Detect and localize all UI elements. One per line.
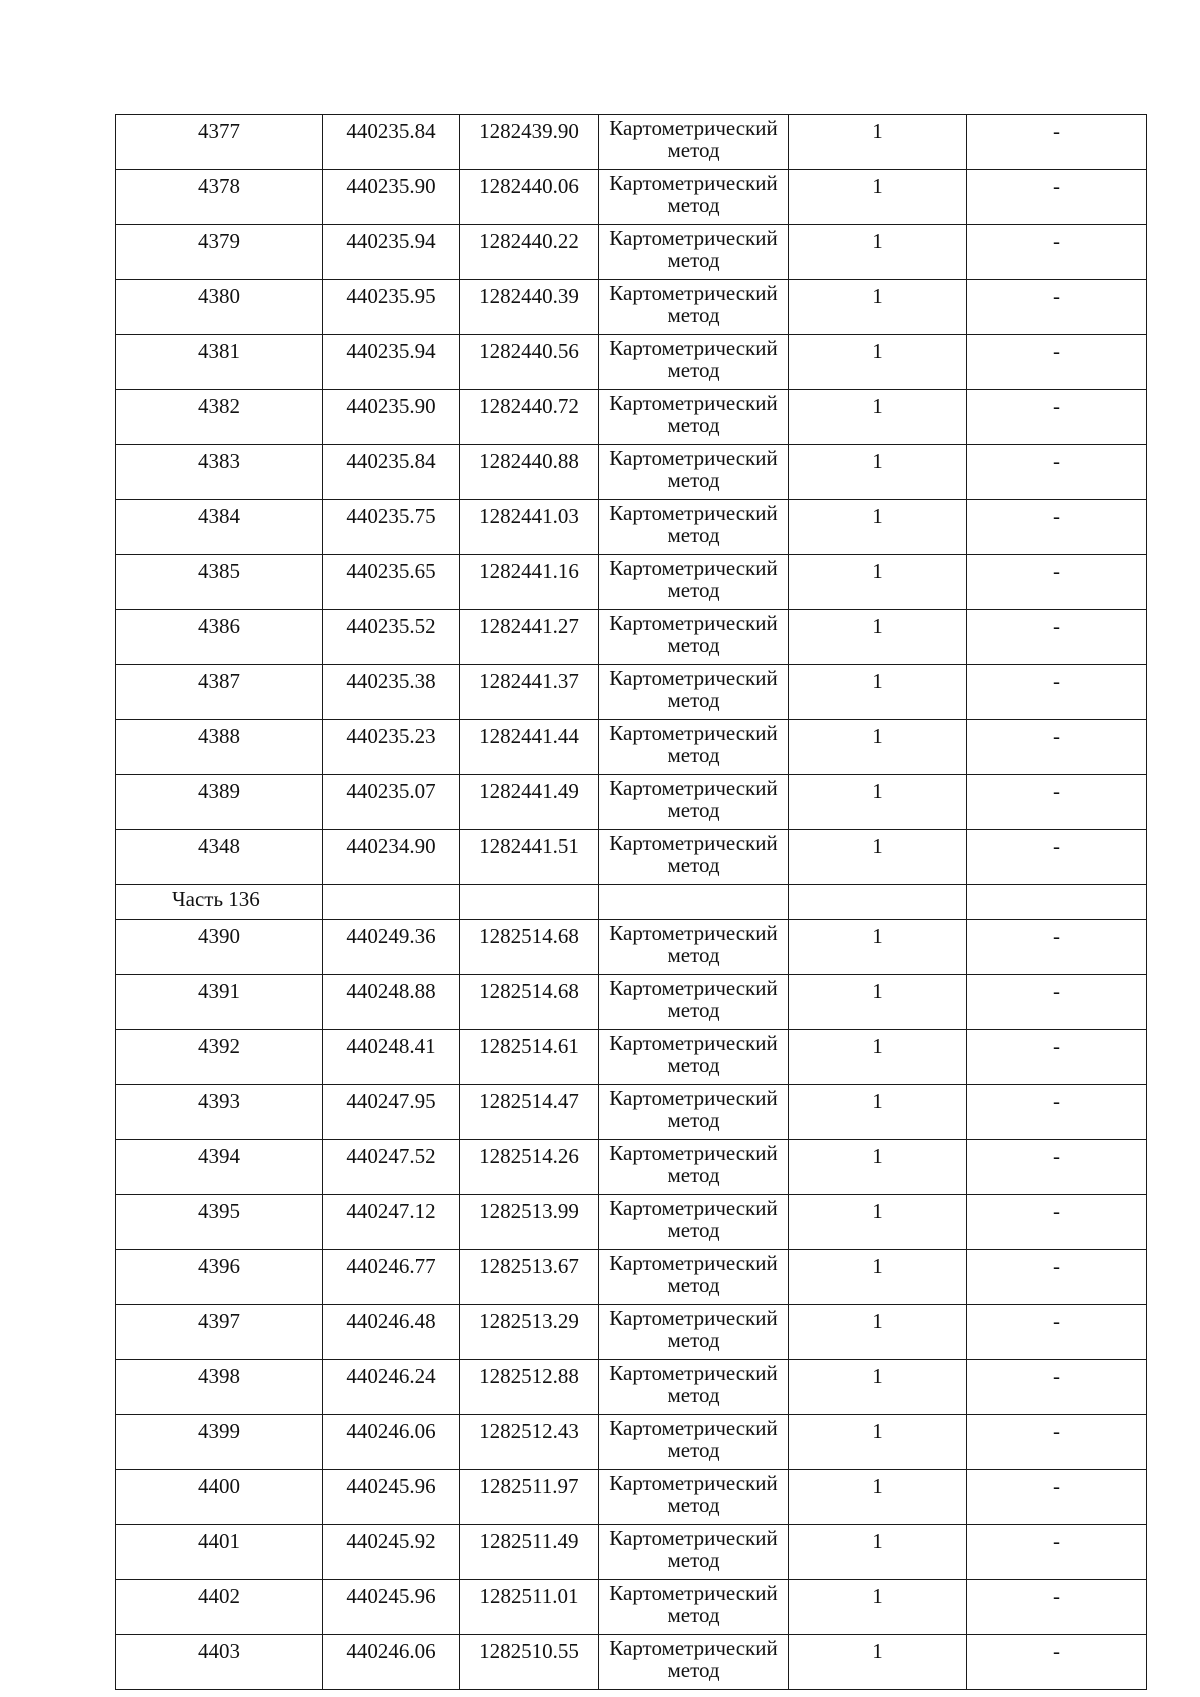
accuracy-cell: 1 bbox=[789, 830, 967, 885]
y-coordinate-cell: 1282513.29 bbox=[460, 1305, 599, 1360]
method-text: метод bbox=[667, 358, 720, 382]
method-cell bbox=[599, 975, 789, 1030]
method-text: Картометрический bbox=[609, 666, 778, 690]
x-coordinate-cell: 440248.41 bbox=[323, 1030, 460, 1085]
table-row bbox=[116, 610, 1147, 665]
y-coordinate-cell: 1282441.16 bbox=[460, 555, 599, 610]
y-coordinate-cell: 1282439.90 bbox=[460, 115, 599, 170]
table-row bbox=[116, 1470, 1147, 1525]
method-text: Картометрический bbox=[609, 556, 778, 580]
note-cell: - bbox=[967, 335, 1147, 390]
point-id-cell: 4394 bbox=[116, 1140, 323, 1195]
method-text: метод bbox=[667, 578, 720, 602]
method-text: Картометрический bbox=[609, 1251, 778, 1275]
note-cell: - bbox=[967, 1525, 1147, 1580]
method-text: Картометрический bbox=[609, 1086, 778, 1110]
method-cell bbox=[599, 280, 789, 335]
method-cell bbox=[599, 1030, 789, 1085]
note-cell: - bbox=[967, 920, 1147, 975]
x-coordinate-cell: 440235.07 bbox=[323, 775, 460, 830]
method-text: Картометрический bbox=[609, 1306, 778, 1330]
method-text: метод bbox=[667, 998, 720, 1022]
note-cell: - bbox=[967, 1305, 1147, 1360]
point-id-cell: 4348 bbox=[116, 830, 323, 885]
method-cell bbox=[599, 920, 789, 975]
method-cell bbox=[599, 335, 789, 390]
y-coordinate-cell: 1282514.26 bbox=[460, 1140, 599, 1195]
y-coordinate-cell: 1282440.56 bbox=[460, 335, 599, 390]
accuracy-cell: 1 bbox=[789, 555, 967, 610]
x-coordinate-cell: 440246.24 bbox=[323, 1360, 460, 1415]
accuracy-cell: 1 bbox=[789, 975, 967, 1030]
table-row bbox=[116, 335, 1147, 390]
point-id-cell: 4380 bbox=[116, 280, 323, 335]
table-row bbox=[116, 1085, 1147, 1140]
method-text: метод bbox=[667, 1328, 720, 1352]
method-cell bbox=[599, 775, 789, 830]
accuracy-cell: 1 bbox=[789, 1250, 967, 1305]
y-coordinate-cell: 1282511.97 bbox=[460, 1470, 599, 1525]
note-cell: - bbox=[967, 610, 1147, 665]
table-row bbox=[116, 500, 1147, 555]
y-coordinate-cell: 1282441.37 bbox=[460, 665, 599, 720]
method-text: метод bbox=[667, 138, 720, 162]
method-text: метод bbox=[667, 1548, 720, 1572]
accuracy-cell: 1 bbox=[789, 720, 967, 775]
coordinates-table bbox=[115, 114, 1147, 1690]
method-text: метод bbox=[667, 303, 720, 327]
note-cell: - bbox=[967, 445, 1147, 500]
point-id-cell: 4393 bbox=[116, 1085, 323, 1140]
point-id-cell: 4386 bbox=[116, 610, 323, 665]
y-coordinate-cell: 1282440.72 bbox=[460, 390, 599, 445]
method-text: метод bbox=[667, 1108, 720, 1132]
x-coordinate-cell: 440235.90 bbox=[323, 170, 460, 225]
method-cell bbox=[599, 665, 789, 720]
method-cell bbox=[599, 610, 789, 665]
y-coordinate-cell: 1282440.22 bbox=[460, 225, 599, 280]
method-cell bbox=[599, 1415, 789, 1470]
table-row bbox=[116, 665, 1147, 720]
method-text: Картометрический bbox=[609, 1196, 778, 1220]
method-text: Картометрический bbox=[609, 116, 778, 140]
y-coordinate-cell: 1282440.39 bbox=[460, 280, 599, 335]
table-row bbox=[116, 1635, 1147, 1690]
y-coordinate-cell: 1282510.55 bbox=[460, 1635, 599, 1690]
method-cell bbox=[599, 500, 789, 555]
method-text: метод bbox=[667, 1053, 720, 1077]
method-cell bbox=[599, 170, 789, 225]
accuracy-cell: 1 bbox=[789, 920, 967, 975]
table-row bbox=[116, 975, 1147, 1030]
table-row bbox=[116, 225, 1147, 280]
note-cell: - bbox=[967, 555, 1147, 610]
method-text: Картометрический bbox=[609, 1031, 778, 1055]
method-text: метод bbox=[667, 468, 720, 492]
note-cell: - bbox=[967, 1140, 1147, 1195]
table-row bbox=[116, 1305, 1147, 1360]
method-text: метод bbox=[667, 413, 720, 437]
method-text: Картометрический bbox=[609, 921, 778, 945]
method-cell bbox=[599, 830, 789, 885]
note-cell: - bbox=[967, 830, 1147, 885]
table-row bbox=[116, 1195, 1147, 1250]
method-cell bbox=[599, 390, 789, 445]
point-id-cell: 4395 bbox=[116, 1195, 323, 1250]
point-id-cell: 4403 bbox=[116, 1635, 323, 1690]
method-text: Картометрический bbox=[609, 501, 778, 525]
point-id-cell: 4392 bbox=[116, 1030, 323, 1085]
y-coordinate-cell: 1282440.06 bbox=[460, 170, 599, 225]
method-cell bbox=[599, 115, 789, 170]
method-text: Картометрический bbox=[609, 776, 778, 800]
x-coordinate-cell: 440235.65 bbox=[323, 555, 460, 610]
note-cell: - bbox=[967, 1085, 1147, 1140]
y-coordinate-cell: 1282441.03 bbox=[460, 500, 599, 555]
method-text: Картометрический bbox=[609, 1636, 778, 1660]
accuracy-cell: 1 bbox=[789, 280, 967, 335]
method-text: метод bbox=[667, 688, 720, 712]
note-cell: - bbox=[967, 280, 1147, 335]
note-cell: - bbox=[967, 115, 1147, 170]
method-text: Картометрический bbox=[609, 446, 778, 470]
point-id-cell: 4378 bbox=[116, 170, 323, 225]
point-id-cell: 4377 bbox=[116, 115, 323, 170]
note-cell: - bbox=[967, 390, 1147, 445]
table-row bbox=[116, 390, 1147, 445]
method-text: метод bbox=[667, 798, 720, 822]
table-row bbox=[116, 1525, 1147, 1580]
accuracy-cell: 1 bbox=[789, 1030, 967, 1085]
x-coordinate-cell: 440235.90 bbox=[323, 390, 460, 445]
coordinates-table-body bbox=[116, 115, 1147, 1690]
method-text: метод bbox=[667, 523, 720, 547]
method-text: Картометрический bbox=[609, 391, 778, 415]
x-coordinate-cell: 440235.84 bbox=[323, 115, 460, 170]
y-coordinate-cell: 1282513.67 bbox=[460, 1250, 599, 1305]
x-coordinate-cell: 440248.88 bbox=[323, 975, 460, 1030]
table-row bbox=[116, 1250, 1147, 1305]
x-coordinate-cell: 440235.23 bbox=[323, 720, 460, 775]
method-text: Картометрический bbox=[609, 721, 778, 745]
method-text: метод bbox=[667, 633, 720, 657]
note-cell: - bbox=[967, 1415, 1147, 1470]
point-id-cell: 4385 bbox=[116, 555, 323, 610]
point-id-cell: 4382 bbox=[116, 390, 323, 445]
x-coordinate-cell: 440235.94 bbox=[323, 225, 460, 280]
method-cell bbox=[599, 1580, 789, 1635]
method-text: метод bbox=[667, 1493, 720, 1517]
method-text: Картометрический bbox=[609, 1141, 778, 1165]
accuracy-cell: 1 bbox=[789, 1360, 967, 1415]
method-cell bbox=[599, 1195, 789, 1250]
y-coordinate-cell: 1282514.68 bbox=[460, 920, 599, 975]
point-id-cell: 4379 bbox=[116, 225, 323, 280]
accuracy-cell: 1 bbox=[789, 1635, 967, 1690]
note-cell: - bbox=[967, 500, 1147, 555]
x-coordinate-cell: 440246.77 bbox=[323, 1250, 460, 1305]
note-cell: - bbox=[967, 975, 1147, 1030]
y-coordinate-cell: 1282512.43 bbox=[460, 1415, 599, 1470]
y-coordinate-cell: 1282441.44 bbox=[460, 720, 599, 775]
method-text: метод bbox=[667, 1273, 720, 1297]
point-id-cell: 4391 bbox=[116, 975, 323, 1030]
accuracy-cell: 1 bbox=[789, 1085, 967, 1140]
method-text: метод bbox=[667, 1438, 720, 1462]
y-coordinate-cell: 1282441.51 bbox=[460, 830, 599, 885]
table-row bbox=[116, 170, 1147, 225]
table-row bbox=[116, 115, 1147, 170]
empty-cell bbox=[789, 885, 967, 920]
accuracy-cell: 1 bbox=[789, 1305, 967, 1360]
accuracy-cell: 1 bbox=[789, 390, 967, 445]
accuracy-cell: 1 bbox=[789, 445, 967, 500]
method-cell bbox=[599, 1250, 789, 1305]
method-cell bbox=[599, 445, 789, 500]
table-row bbox=[116, 555, 1147, 610]
method-cell bbox=[599, 1525, 789, 1580]
x-coordinate-cell: 440235.95 bbox=[323, 280, 460, 335]
note-cell: - bbox=[967, 225, 1147, 280]
method-text: метод bbox=[667, 853, 720, 877]
accuracy-cell: 1 bbox=[789, 225, 967, 280]
table-row bbox=[116, 445, 1147, 500]
method-text: метод bbox=[667, 943, 720, 967]
method-text: метод bbox=[667, 743, 720, 767]
note-cell: - bbox=[967, 1195, 1147, 1250]
point-id-cell: 4389 bbox=[116, 775, 323, 830]
table-row bbox=[116, 1140, 1147, 1195]
point-id-cell: 4384 bbox=[116, 500, 323, 555]
point-id-cell: 4383 bbox=[116, 445, 323, 500]
method-text: Картометрический bbox=[609, 1471, 778, 1495]
accuracy-cell: 1 bbox=[789, 170, 967, 225]
table-row bbox=[116, 720, 1147, 775]
x-coordinate-cell: 440245.92 bbox=[323, 1525, 460, 1580]
empty-cell bbox=[460, 885, 599, 920]
x-coordinate-cell: 440246.48 bbox=[323, 1305, 460, 1360]
table-row bbox=[116, 775, 1147, 830]
method-text: метод bbox=[667, 1658, 720, 1682]
table-row bbox=[116, 1030, 1147, 1085]
part-label: Часть 136 bbox=[116, 885, 323, 920]
y-coordinate-cell: 1282512.88 bbox=[460, 1360, 599, 1415]
accuracy-cell: 1 bbox=[789, 1415, 967, 1470]
empty-cell bbox=[599, 885, 789, 920]
note-cell: - bbox=[967, 1030, 1147, 1085]
y-coordinate-cell: 1282441.27 bbox=[460, 610, 599, 665]
x-coordinate-cell: 440247.52 bbox=[323, 1140, 460, 1195]
table-row bbox=[116, 1580, 1147, 1635]
note-cell: - bbox=[967, 1580, 1147, 1635]
note-cell: - bbox=[967, 665, 1147, 720]
accuracy-cell: 1 bbox=[789, 1140, 967, 1195]
y-coordinate-cell: 1282514.47 bbox=[460, 1085, 599, 1140]
point-id-cell: 4401 bbox=[116, 1525, 323, 1580]
accuracy-cell: 1 bbox=[789, 775, 967, 830]
method-cell bbox=[599, 1140, 789, 1195]
x-coordinate-cell: 440235.75 bbox=[323, 500, 460, 555]
method-text: метод bbox=[667, 1383, 720, 1407]
y-coordinate-cell: 1282514.61 bbox=[460, 1030, 599, 1085]
method-cell bbox=[599, 1360, 789, 1415]
method-text: Картометрический bbox=[609, 226, 778, 250]
point-id-cell: 4398 bbox=[116, 1360, 323, 1415]
method-cell bbox=[599, 1635, 789, 1690]
note-cell: - bbox=[967, 1470, 1147, 1525]
x-coordinate-cell: 440234.90 bbox=[323, 830, 460, 885]
method-text: Картометрический bbox=[609, 1526, 778, 1550]
method-cell bbox=[599, 225, 789, 280]
accuracy-cell: 1 bbox=[789, 1580, 967, 1635]
accuracy-cell: 1 bbox=[789, 1525, 967, 1580]
note-cell: - bbox=[967, 170, 1147, 225]
point-id-cell: 4381 bbox=[116, 335, 323, 390]
x-coordinate-cell: 440245.96 bbox=[323, 1470, 460, 1525]
x-coordinate-cell: 440235.38 bbox=[323, 665, 460, 720]
accuracy-cell: 1 bbox=[789, 1195, 967, 1250]
x-coordinate-cell: 440235.84 bbox=[323, 445, 460, 500]
accuracy-cell: 1 bbox=[789, 665, 967, 720]
note-cell: - bbox=[967, 1250, 1147, 1305]
point-id-cell: 4397 bbox=[116, 1305, 323, 1360]
method-text: метод bbox=[667, 1218, 720, 1242]
method-cell bbox=[599, 1470, 789, 1525]
empty-cell bbox=[323, 885, 460, 920]
x-coordinate-cell: 440235.94 bbox=[323, 335, 460, 390]
accuracy-cell: 1 bbox=[789, 115, 967, 170]
empty-cell bbox=[967, 885, 1147, 920]
x-coordinate-cell: 440245.96 bbox=[323, 1580, 460, 1635]
note-cell: - bbox=[967, 720, 1147, 775]
x-coordinate-cell: 440249.36 bbox=[323, 920, 460, 975]
point-id-cell: 4400 bbox=[116, 1470, 323, 1525]
x-coordinate-cell: 440247.95 bbox=[323, 1085, 460, 1140]
x-coordinate-cell: 440247.12 bbox=[323, 1195, 460, 1250]
method-text: Картометрический bbox=[609, 831, 778, 855]
method-text: метод bbox=[667, 1163, 720, 1187]
method-text: Картометрический bbox=[609, 281, 778, 305]
method-text: метод bbox=[667, 193, 720, 217]
part-header-row bbox=[116, 885, 1147, 920]
method-text: метод bbox=[667, 248, 720, 272]
point-id-cell: 4387 bbox=[116, 665, 323, 720]
method-text: Картометрический bbox=[609, 336, 778, 360]
table-row bbox=[116, 920, 1147, 975]
note-cell: - bbox=[967, 1360, 1147, 1415]
method-text: Картометрический bbox=[609, 1416, 778, 1440]
method-cell bbox=[599, 1085, 789, 1140]
table-row bbox=[116, 1415, 1147, 1470]
method-text: Картометрический bbox=[609, 171, 778, 195]
method-cell bbox=[599, 555, 789, 610]
table-row bbox=[116, 280, 1147, 335]
y-coordinate-cell: 1282513.99 bbox=[460, 1195, 599, 1250]
point-id-cell: 4399 bbox=[116, 1415, 323, 1470]
point-id-cell: 4396 bbox=[116, 1250, 323, 1305]
y-coordinate-cell: 1282514.68 bbox=[460, 975, 599, 1030]
accuracy-cell: 1 bbox=[789, 1470, 967, 1525]
y-coordinate-cell: 1282511.49 bbox=[460, 1525, 599, 1580]
note-cell: - bbox=[967, 1635, 1147, 1690]
accuracy-cell: 1 bbox=[789, 500, 967, 555]
method-cell bbox=[599, 1305, 789, 1360]
x-coordinate-cell: 440246.06 bbox=[323, 1635, 460, 1690]
point-id-cell: 4388 bbox=[116, 720, 323, 775]
note-cell: - bbox=[967, 775, 1147, 830]
point-id-cell: 4402 bbox=[116, 1580, 323, 1635]
y-coordinate-cell: 1282511.01 bbox=[460, 1580, 599, 1635]
method-cell bbox=[599, 720, 789, 775]
accuracy-cell: 1 bbox=[789, 610, 967, 665]
method-text: Картометрический bbox=[609, 976, 778, 1000]
y-coordinate-cell: 1282441.49 bbox=[460, 775, 599, 830]
x-coordinate-cell: 440235.52 bbox=[323, 610, 460, 665]
x-coordinate-cell: 440246.06 bbox=[323, 1415, 460, 1470]
point-id-cell: 4390 bbox=[116, 920, 323, 975]
y-coordinate-cell: 1282440.88 bbox=[460, 445, 599, 500]
accuracy-cell: 1 bbox=[789, 335, 967, 390]
method-text: Картометрический bbox=[609, 611, 778, 635]
method-text: Картометрический bbox=[609, 1361, 778, 1385]
table-row bbox=[116, 830, 1147, 885]
method-text: метод bbox=[667, 1603, 720, 1627]
method-text: Картометрический bbox=[609, 1581, 778, 1605]
table-row bbox=[116, 1360, 1147, 1415]
